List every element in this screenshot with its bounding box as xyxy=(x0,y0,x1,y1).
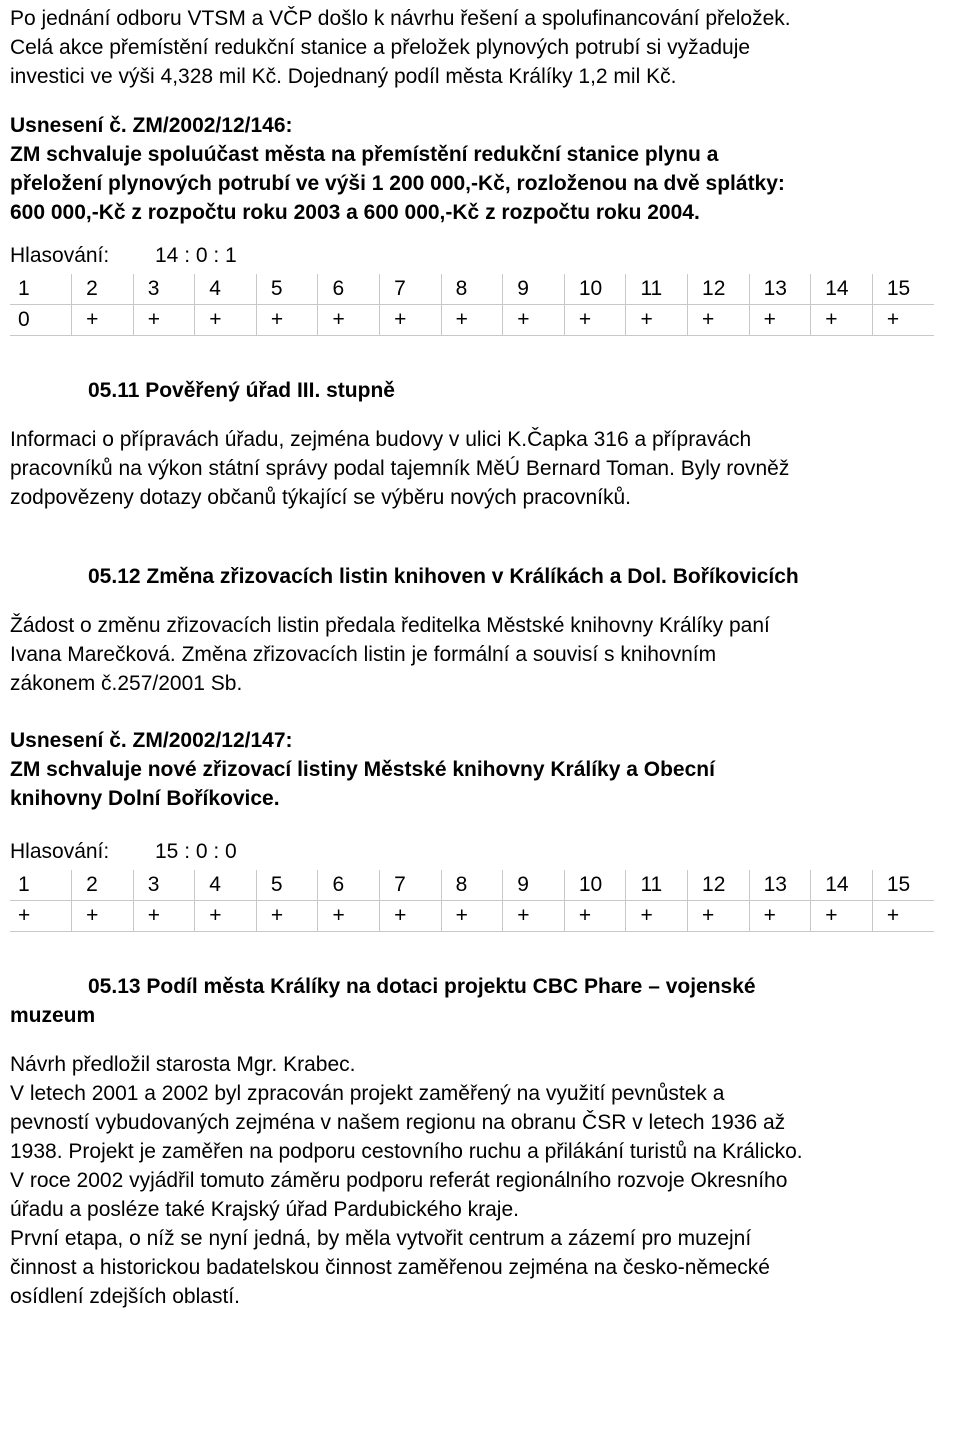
text-line: Ivana Marečková. Změna zřizovacích listin je formální a souvisí s knihovním xyxy=(10,643,717,666)
spacer xyxy=(10,336,945,376)
vote-number: 3 xyxy=(133,274,195,305)
vote-number: 5 xyxy=(256,274,318,305)
vote-value: + xyxy=(872,901,934,932)
vote-number: 9 xyxy=(503,274,565,305)
vote-number: 2 xyxy=(72,870,134,901)
resolution-147 xyxy=(10,726,945,932)
vote-value: + xyxy=(380,901,442,932)
vote-number: 9 xyxy=(503,870,565,901)
text-line: úřadu a posléze také Krajský úřad Pardubického kraje. xyxy=(10,1198,519,1221)
vote-value: + xyxy=(256,305,318,336)
text-line: pracovníků na výkon státní správy podal tajemník MěÚ Bernard Toman. Byly rovněž xyxy=(10,457,790,480)
text-line: pevností vybudovaných zejména v našem regionu na obranu ČSR v letech 1936 až xyxy=(10,1111,786,1134)
vote-number: 15 xyxy=(872,274,934,305)
vote-number: 10 xyxy=(564,870,626,901)
vote-value: + xyxy=(564,305,626,336)
vote-value: + xyxy=(688,305,750,336)
spacer xyxy=(10,1030,945,1050)
text-line: Informaci o přípravách úřadu, zejména budovy v ulici K.Čapka 316 a přípravách xyxy=(10,428,752,451)
vote-number: 3 xyxy=(133,870,195,901)
vote-number: 2 xyxy=(72,274,134,305)
vote-value: + xyxy=(749,305,811,336)
vote-number: 15 xyxy=(872,870,934,901)
vote-value: 0 xyxy=(10,305,72,336)
spacer xyxy=(10,591,945,611)
section-05-12 xyxy=(10,562,945,698)
vote-result: 14 : 0 : 1 xyxy=(155,244,237,267)
vote-number: 14 xyxy=(811,274,873,305)
resolution-line: přeložení plynových potrubí ve výši 1 200 000,-Kč, rozloženou na dvě splátky: xyxy=(10,172,785,195)
text-line: zodpovězeny dotazy občanů týkající se výběru nových pracovníků. xyxy=(10,486,632,509)
vote-value: + xyxy=(256,901,318,932)
vote-value: + xyxy=(318,305,380,336)
text-line: První etapa, o níž se nyní jedná, by měla vytvořit centrum a zázemí pro muzejní xyxy=(10,1227,752,1250)
vote-number: 8 xyxy=(441,274,503,305)
vote-value: + xyxy=(10,901,72,932)
vote-value: + xyxy=(626,901,688,932)
text-line: investici ve výši 4,328 mil Kč. Dojednaný podíl města Králíky 1,2 mil Kč. xyxy=(10,65,677,88)
section-heading: 05.13 Podíl města Králíky na dotaci projektu CBC Phare – vojenské xyxy=(88,975,756,998)
vote-value: + xyxy=(749,901,811,932)
vote-label: Hlasování: xyxy=(10,840,110,863)
vote-number: 14 xyxy=(811,870,873,901)
vote-value: + xyxy=(133,305,195,336)
text-line: V letech 2001 a 2002 byl zpracován projekt zaměřený na využití pevnůstek a xyxy=(10,1082,725,1105)
text-line: Návrh předložil starosta Mgr. Krabec. xyxy=(10,1053,356,1076)
intro-paragraph xyxy=(10,4,945,91)
text-line: Žádost o změnu zřizovacích listin předala ředitelka Městské knihovny Králíky paní xyxy=(10,614,770,637)
vote-number: 11 xyxy=(626,274,688,305)
vote-value: + xyxy=(503,305,565,336)
vote-value: + xyxy=(72,901,134,932)
vote-number: 6 xyxy=(318,274,380,305)
resolution-line: 600 000,-Kč z rozpočtu roku 2003 a 600 000,-Kč z rozpočtu roku 2004. xyxy=(10,201,700,224)
vote-value: + xyxy=(195,305,257,336)
vote-value: + xyxy=(441,305,503,336)
text-line: Po jednání odboru VTSM a VČP došlo k návrhu řešení a spolufinancování přeložek. xyxy=(10,7,791,30)
section-05-11 xyxy=(10,376,945,512)
vote-number: 11 xyxy=(626,870,688,901)
vote-number-row xyxy=(10,870,934,901)
vote-value: + xyxy=(380,305,442,336)
vote-value: + xyxy=(626,305,688,336)
vote-value: + xyxy=(872,305,934,336)
section-05-13 xyxy=(10,972,945,1311)
vote-number: 7 xyxy=(380,274,442,305)
vote-number: 4 xyxy=(195,274,257,305)
vote-value: + xyxy=(811,305,873,336)
vote-value: + xyxy=(318,901,380,932)
text-line: zákonem č.257/2001 Sb. xyxy=(10,672,243,695)
resolution-line: ZM schvaluje spoluúčast města na přemístění redukční stanice plynu a xyxy=(10,143,719,166)
vote-value: + xyxy=(688,901,750,932)
resolution-line: knihovny Dolní Boříkovice. xyxy=(10,787,280,810)
vote-number: 13 xyxy=(749,274,811,305)
resolution-line: ZM schvaluje nové zřizovací listiny Městské knihovny Králíky a Obecní xyxy=(10,758,715,781)
resolution-title: Usnesení č. ZM/2002/12/147: xyxy=(10,729,293,752)
text-line: 1938. Projekt je zaměřen na podporu cestovního ruchu a přilákání turistů na Králicko. xyxy=(10,1140,803,1163)
vote-number: 4 xyxy=(195,870,257,901)
vote-value-row xyxy=(10,305,934,336)
document-page xyxy=(10,4,945,1311)
vote-value: + xyxy=(503,901,565,932)
vote-number: 5 xyxy=(256,870,318,901)
spacer xyxy=(10,91,945,111)
section-heading: 05.12 Změna zřizovacích listin knihoven v Králíkách a Dol. Boříkovicích xyxy=(88,565,799,588)
vote-number: 10 xyxy=(564,274,626,305)
vote-value: + xyxy=(133,901,195,932)
spacer xyxy=(10,512,945,562)
spacer xyxy=(10,932,945,972)
text-line: Celá akce přemístění redukční stanice a přeložek plynových potrubí si vyžaduje xyxy=(10,36,751,59)
section-heading-continuation: muzeum xyxy=(10,1004,96,1027)
vote-number-row xyxy=(10,274,934,305)
text-line: osídlení zdejších oblastí. xyxy=(10,1285,240,1308)
vote-number: 12 xyxy=(688,870,750,901)
vote-number: 13 xyxy=(749,870,811,901)
section-heading: 05.11 Pověřený úřad III. stupně xyxy=(88,379,395,402)
vote-number: 6 xyxy=(318,870,380,901)
spacer xyxy=(10,698,945,726)
text-line: činnost a historickou badatelskou činnost zaměřenou zejména na česko-německé xyxy=(10,1256,770,1279)
vote-number: 7 xyxy=(380,870,442,901)
vote-number: 1 xyxy=(10,274,72,305)
vote-summary xyxy=(10,837,945,866)
vote-number: 12 xyxy=(688,274,750,305)
vote-table xyxy=(10,870,934,932)
vote-number: 8 xyxy=(441,870,503,901)
resolution-146 xyxy=(10,111,945,336)
vote-value: + xyxy=(195,901,257,932)
spacer xyxy=(10,405,945,425)
vote-value: + xyxy=(811,901,873,932)
vote-summary xyxy=(10,241,945,270)
vote-value-row xyxy=(10,901,934,932)
vote-value: + xyxy=(564,901,626,932)
text-line: V roce 2002 vyjádřil tomuto záměru podporu referát regionálního rozvoje Okresního xyxy=(10,1169,788,1192)
resolution-title: Usnesení č. ZM/2002/12/146: xyxy=(10,114,293,137)
vote-value: + xyxy=(72,305,134,336)
vote-value: + xyxy=(441,901,503,932)
vote-number: 1 xyxy=(10,870,72,901)
vote-label: Hlasování: xyxy=(10,244,110,267)
vote-result: 15 : 0 : 0 xyxy=(155,840,237,863)
vote-table xyxy=(10,274,934,336)
